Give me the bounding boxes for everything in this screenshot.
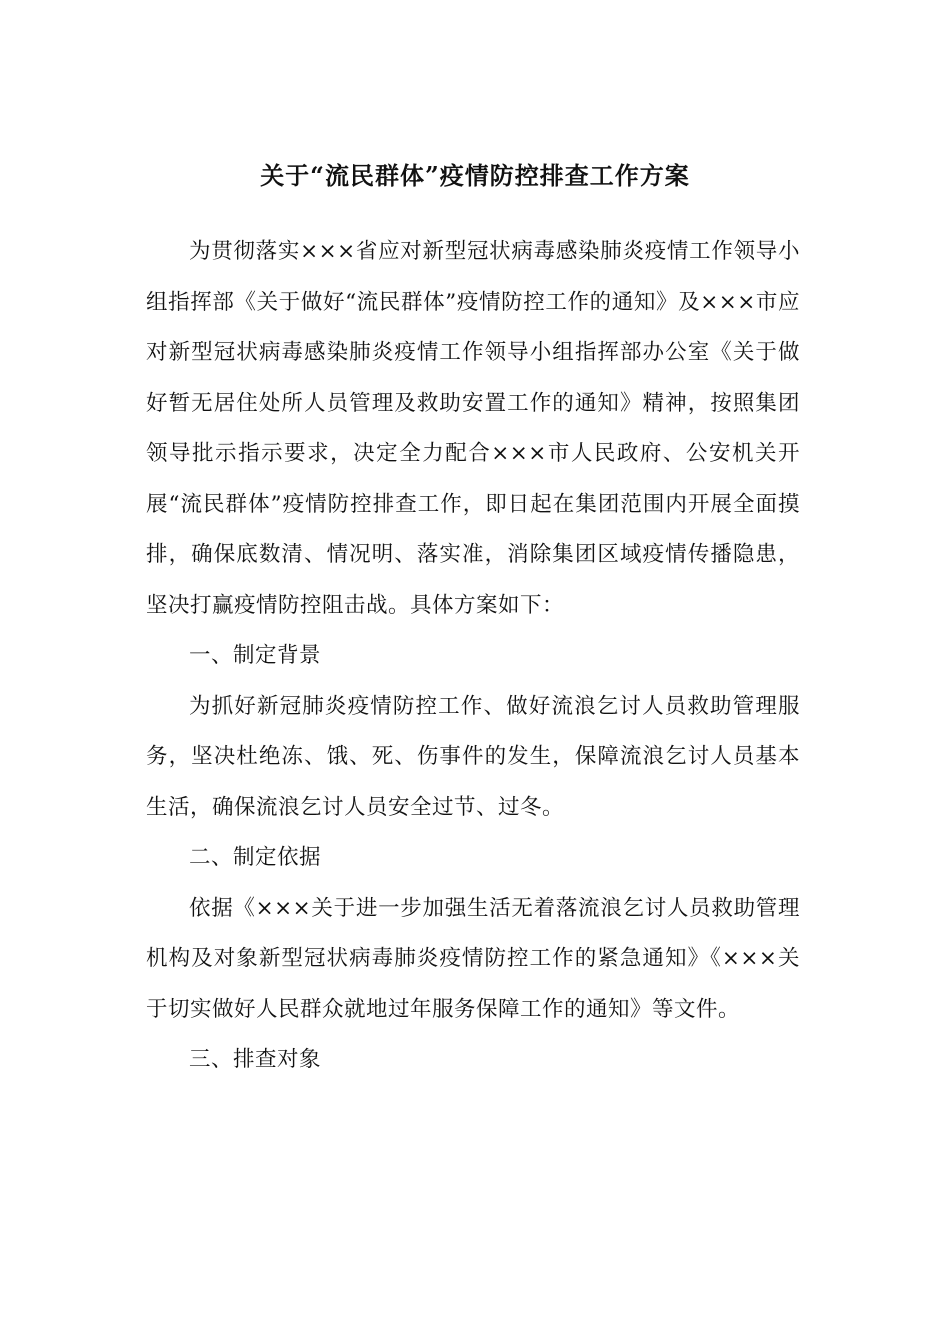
section-heading-background: 一、制定背景 (189, 643, 322, 668)
document-body (146, 227, 800, 1086)
section-heading-targets: 三、排查对象 (189, 1047, 322, 1072)
intro-paragraph: 为贯彻落实×××省应对新型冠状病毒感染肺炎疫情工作领导小组指挥部《关于做好“流民群体”疫情防控工作的通知》及×××市应对新型冠状病毒感染肺炎疫情工作领导小组指挥部办公室《关于做好暂无居住处所人员管理及救助安置工作的通知》精神，按照集团领导批示指示要求，决定全力配合×××市人民政府、公安机关开展“流民群体”疫情防控排查工作，即日起在集团范围内开展全面摸排，确保底数清、情况明、落实准，消除集团区域疫情传播隐患，坚决打赢疫情防控阻击战。具体方案如下： (146, 239, 800, 618)
background-paragraph: 为抓好新冠肺炎疫情防控工作、做好流浪乞讨人员救助管理服务，坚决杜绝冻、饿、死、伤事件的发生，保障流浪乞讨人员基本生活，确保流浪乞讨人员安全过节、过冬。 (146, 693, 800, 820)
document-title: 关于“流民群体”疫情防控排查工作方案 (260, 161, 690, 190)
section-heading-basis: 二、制定依据 (189, 845, 322, 870)
basis-paragraph: 依据《×××关于进一步加强生活无着落流浪乞讨人员救助管理机构及对象新型冠状病毒肺炎疫情防控工作的紧急通知》《×××关于切实做好人民群众就地过年服务保障工作的通知》等文件。 (146, 895, 800, 1022)
